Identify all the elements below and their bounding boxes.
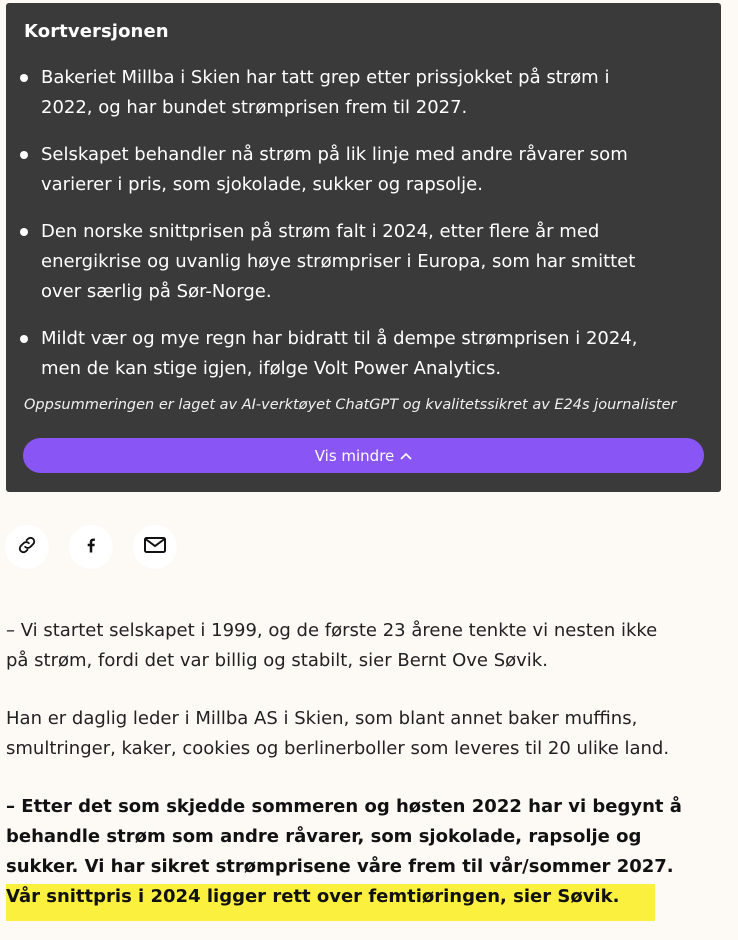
bullet-text-line: men de kan stige igjen, ifølge Volt Power Analytics. [41,358,502,379]
summary-title: Kortversjonen [24,21,169,42]
show-less-label: Vis mindre [314,446,395,465]
bullet-dot [20,335,28,343]
bullet-dot [20,151,28,159]
paragraph-line: Han er daglig leder i Millba AS i Skien, som blant annet baker muffins, [6,708,638,729]
paragraph-line: – Etter det som skjedde sommeren og høsten 2022 har vi begynt å [6,796,682,817]
bullet-text-line: varierer i pris, som sjokolade, sukker og rapsolje. [41,174,483,195]
paragraph-line: – Vi startet selskapet i 1999, og de første 23 årene tenkte vi nesten ikke [6,620,658,641]
short-version-box [6,3,721,492]
quote-paragraph [6,792,726,912]
bullet-text-line: Den norske snittprisen på strøm falt i 2024, etter flere år med [41,221,600,242]
paragraph-line: smultringer, kaker, cookies og berlinerboller som leveres til 20 ulike land. [6,738,670,759]
bullet-text-line: over særlig på Sør-Norge. [41,281,272,302]
show-less-button[interactable] [23,438,704,473]
paragraph [6,616,726,676]
bullet-dot [20,74,28,82]
paragraph-line: sukker. Vi har sikret strømprisene våre frem til vår/sommer 2027. [6,856,674,877]
mail-icon [143,535,167,559]
bullet-text-line: Selskapet behandler nå strøm på lik linje med andre råvarer som [41,144,628,165]
paragraph-line: på strøm, fordi det var billig og stabilt, sier Bernt Ove Søvik. [6,650,548,671]
article-body [6,616,726,940]
ai-disclaimer-note: Oppsummeringen er laget av AI-verktøyet ChatGPT og kvalitetssikret av E24s journalister [24,397,677,413]
paragraph [6,704,726,764]
bullet-text-line: energikrise og uvanlig høye strømpriser i Europa, som har smittet [41,251,636,272]
email-share-button[interactable] [133,525,177,569]
paragraph-line: behandle strøm som andre råvarer, som sjokolade, rapsolje og [6,826,642,847]
highlighted-text: Vår snittpris i 2024 ligger rett over femtiøringen, sier Søvik. [6,884,655,921]
facebook-icon [81,535,101,559]
facebook-share-button[interactable] [69,525,113,569]
bullet-text-line: Mildt vær og mye regn har bidratt til å dempe strømprisen i 2024, [41,328,638,349]
bullet-text-line: 2022, og har bundet strømprisen frem til 2027. [41,97,468,118]
bullet-dot [20,228,28,236]
bullet-text-line: Bakeriet Millba i Skien har tatt grep etter prissjokket på strøm i [41,67,610,88]
link-icon [16,534,38,560]
copy-link-button[interactable] [5,525,49,569]
chevron-up-icon [400,452,412,460]
